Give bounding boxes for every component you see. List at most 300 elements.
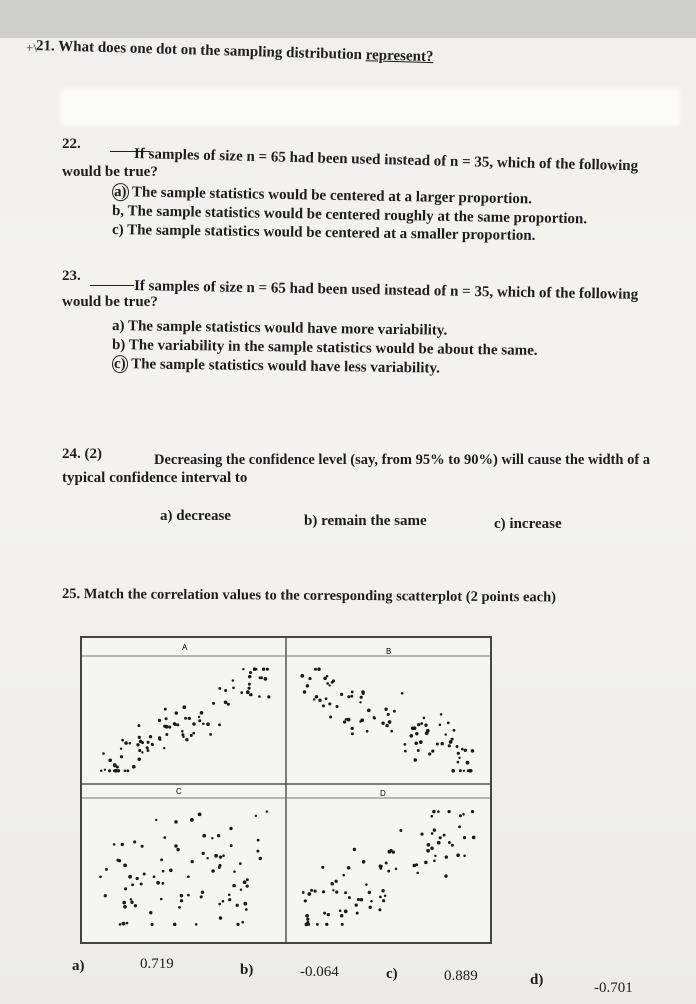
- scatter-point-b: [351, 690, 354, 693]
- scatter-point-c: [176, 848, 179, 851]
- scatter-point-c: [126, 922, 129, 925]
- scatter-point-a: [102, 752, 105, 755]
- blurred-answer-region: [60, 88, 680, 126]
- choice-d-letter: d): [530, 972, 544, 988]
- scatter-point-d: [463, 836, 466, 839]
- scatter-point-a: [209, 733, 212, 736]
- q21-tail: represent?: [365, 47, 434, 66]
- scatter-point-d: [334, 880, 337, 883]
- scatter-point-b: [457, 752, 460, 755]
- scatter-point-b: [448, 744, 451, 747]
- scatter-point-d: [314, 890, 317, 893]
- q22-option-b-text: The sample statistics would be centered roughly at the same proportion.: [127, 203, 588, 228]
- scatter-point-a: [138, 736, 141, 739]
- scatter-point-d: [463, 855, 466, 858]
- choice-b-letter: b): [240, 962, 254, 978]
- scatter-point-c: [130, 901, 133, 904]
- scatter-point-b: [345, 718, 348, 721]
- scatter-point-b: [404, 743, 407, 746]
- scatter-point-b: [451, 738, 454, 741]
- scatter-point-a: [163, 747, 165, 749]
- scatter-point-d: [458, 825, 461, 828]
- scatter-point-c: [130, 898, 133, 901]
- scatter-point-d: [342, 874, 345, 877]
- scatter-point-a: [248, 687, 251, 690]
- scatter-point-d: [392, 850, 395, 853]
- scatter-point-c: [200, 895, 203, 898]
- scatter-point-c: [236, 923, 239, 926]
- scatter-point-a: [218, 723, 221, 726]
- scatter-point-b: [424, 724, 427, 727]
- q22-option-c-text: The sample statistics would be centered at a smaller proportion.: [127, 222, 536, 244]
- scatter-point-c: [123, 864, 127, 868]
- scatter-point-a: [100, 770, 103, 773]
- scatter-point-b: [360, 718, 364, 722]
- scatter-point-d: [424, 861, 428, 865]
- scatter-point-a: [267, 695, 270, 698]
- scatter-point-a: [104, 769, 106, 771]
- scatter-point-a: [146, 746, 149, 749]
- scatter-point-c: [136, 877, 139, 880]
- scatter-point-a: [232, 687, 235, 690]
- scatter-point-b: [381, 721, 384, 724]
- q24-option-a-text: decrease: [176, 508, 231, 524]
- scatter-point-b: [457, 761, 460, 764]
- q22-option-a-letter: a): [112, 183, 129, 201]
- scatter-point-b: [458, 757, 460, 759]
- q22-option-a-text: The sample statistics would be centered at a larger proportion.: [131, 184, 533, 208]
- scatter-point-d: [426, 849, 430, 853]
- choice-a-letter: a): [72, 958, 85, 974]
- scatter-point-a: [259, 676, 262, 679]
- scatter-point-a: [158, 736, 161, 739]
- scatter-point-a: [121, 739, 124, 742]
- scatter-point-a: [249, 694, 251, 696]
- scatter-point-b: [471, 749, 475, 753]
- scatter-point-a: [192, 722, 196, 726]
- scatter-point-c: [124, 887, 127, 890]
- scatter-point-d: [395, 868, 398, 871]
- scatter-point-b: [470, 769, 473, 772]
- scatter-point-a: [147, 749, 150, 752]
- scatter-point-a: [198, 719, 201, 722]
- scatter-point-a: [141, 751, 143, 753]
- scatter-point-b: [466, 761, 470, 765]
- scatter-point-b: [409, 734, 413, 738]
- scatter-point-a: [264, 677, 268, 681]
- choice-d-value: -0.701: [594, 980, 633, 996]
- scatter-point-c: [113, 843, 116, 846]
- scatter-point-d: [310, 889, 313, 892]
- scatter-point-a: [164, 708, 167, 711]
- scatter-point-c: [162, 882, 165, 885]
- scatter-point-a: [184, 717, 187, 720]
- scatter-point-a: [165, 733, 168, 736]
- scatter-point-b: [359, 701, 361, 703]
- scatter-point-c: [241, 921, 244, 924]
- scatter-point-b: [340, 693, 343, 696]
- scatter-point-a: [248, 683, 251, 686]
- scatter-point-a: [242, 668, 244, 670]
- scatter-point-b: [420, 722, 423, 725]
- scatter-point-b: [367, 708, 371, 712]
- scatter-point-c: [105, 868, 108, 871]
- scatter-point-a: [108, 758, 112, 762]
- scatter-point-c: [180, 899, 183, 902]
- scatter-point-a: [200, 711, 204, 715]
- q25-title: 25. Match the correlation values to the corresponding scatterplot (2 points each): [61, 586, 557, 606]
- scatter-point-d: [332, 889, 334, 891]
- scatter-point-d: [385, 862, 388, 865]
- scatter-point-c: [153, 875, 156, 878]
- scatter-point-c: [174, 844, 178, 848]
- scatter-point-d: [321, 866, 324, 869]
- scatter-point-a: [188, 717, 191, 720]
- scatter-point-b: [393, 710, 396, 713]
- scatter-point-a: [120, 747, 122, 749]
- scatter-point-b: [322, 704, 325, 707]
- scatter-point-d: [445, 855, 448, 858]
- scatter-point-c: [104, 894, 107, 897]
- scatter-point-a: [124, 770, 127, 773]
- scatter-point-d: [399, 829, 402, 832]
- scatter-point-d: [379, 867, 382, 870]
- scatter-point-c: [256, 850, 259, 853]
- scatter-point-d: [416, 872, 419, 875]
- scatter-point-c: [133, 840, 136, 843]
- scatter-point-d: [427, 843, 431, 847]
- choice-b-value: -0.064: [300, 964, 339, 980]
- scatter-point-a: [132, 765, 136, 769]
- choice-c-value: 0.889: [444, 968, 478, 984]
- q23-option-c-letter: c): [112, 355, 128, 373]
- scatter-point-b: [404, 750, 407, 753]
- q24-number: 24. (2): [62, 446, 102, 462]
- scatter-point-c: [116, 859, 119, 862]
- scatter-point-b: [390, 730, 393, 733]
- scatter-point-d: [323, 912, 326, 915]
- scatter-point-c: [151, 923, 154, 926]
- choice-a-value: 0.719: [140, 956, 174, 972]
- scatter-point-b: [326, 675, 329, 678]
- scatter-point-d: [432, 810, 435, 813]
- scatter-point-d: [353, 848, 356, 851]
- scatter-point-c: [155, 819, 157, 821]
- q23-option-a-text: The sample statistics would have more variability.: [127, 318, 448, 339]
- scatter-point-d: [365, 883, 368, 886]
- scatter-point-a: [108, 769, 111, 772]
- scatter-point-a: [218, 687, 221, 690]
- scatter-point-b: [451, 769, 455, 773]
- scatter-point-b: [444, 733, 446, 735]
- scatter-point-a: [190, 734, 193, 737]
- scatter-point-c: [131, 883, 134, 886]
- scatter-point-d: [360, 898, 363, 901]
- scatter-point-a: [262, 668, 265, 671]
- scatter-point-d: [341, 923, 344, 926]
- scatter-point-c: [187, 875, 190, 878]
- scatter-point-c: [163, 836, 166, 839]
- scatter-point-a: [202, 723, 205, 726]
- scatter-point-b: [419, 740, 423, 744]
- scatter-point-b: [360, 696, 363, 699]
- scatter-point-c: [195, 923, 198, 926]
- scatter-point-c: [187, 894, 190, 897]
- scatter-point-d: [344, 910, 348, 914]
- scatter-point-b: [440, 713, 443, 716]
- q24-option-a[interactable]: [160, 508, 231, 525]
- scatter-point-b: [464, 749, 467, 752]
- scatter-point-b: [326, 682, 329, 685]
- scatter-point-c: [219, 916, 223, 920]
- scatter-point-c: [246, 884, 249, 887]
- scatter-point-d: [379, 896, 382, 899]
- scatter-point-c: [228, 894, 231, 897]
- scatter-point-c: [160, 898, 163, 901]
- scatter-point-a: [212, 702, 215, 705]
- scatter-point-c: [257, 839, 260, 842]
- scatter-point-d: [302, 891, 305, 894]
- scatter-point-b: [385, 724, 388, 727]
- scatter-point-a: [246, 690, 250, 694]
- scatter-point-c: [169, 868, 173, 872]
- scatter-point-d: [431, 832, 434, 835]
- scatter-point-b: [431, 750, 434, 753]
- q23-answer-blank[interactable]: [90, 284, 134, 286]
- scatter-point-c: [173, 923, 177, 927]
- scatter-point-c: [214, 854, 218, 858]
- scatter-point-b: [461, 748, 464, 751]
- scatter-point-a: [173, 722, 176, 725]
- scatter-point-d: [355, 903, 358, 906]
- scatter-point-a: [165, 717, 168, 720]
- scatter-point-a: [168, 726, 171, 729]
- scatter-point-d: [357, 898, 360, 901]
- scatter-point-c: [160, 858, 163, 861]
- scatter-point-a: [192, 732, 195, 735]
- scatter-point-a: [120, 755, 123, 758]
- scatter-point-c: [122, 901, 126, 905]
- scatter-point-d: [305, 923, 309, 927]
- scatter-point-c: [246, 878, 249, 881]
- scatter-point-b: [313, 698, 315, 700]
- margin-mark: +\: [26, 40, 37, 55]
- scatter-point-b: [351, 727, 354, 730]
- scatter-point-d: [356, 912, 359, 915]
- scatter-point-c: [178, 906, 181, 909]
- scatter-point-c: [134, 904, 137, 907]
- scatter-point-a: [138, 758, 141, 761]
- scatter-point-b: [449, 740, 453, 744]
- scatter-point-b: [300, 674, 304, 678]
- scatter-point-b: [428, 752, 431, 755]
- scatter-point-d: [307, 892, 311, 896]
- scatter-point-c: [255, 815, 257, 817]
- scatter-point-a: [224, 701, 228, 705]
- scatter-point-d: [434, 855, 436, 857]
- scatter-point-d: [381, 889, 384, 892]
- scatter-point-a: [163, 725, 166, 728]
- scatter-point-b: [453, 729, 456, 732]
- scatter-point-b: [417, 723, 420, 726]
- q24-option-b-text: remain the same: [321, 513, 427, 529]
- scatter-point-a: [255, 668, 258, 671]
- scatter-point-d: [439, 836, 442, 839]
- scatter-point-d: [443, 834, 446, 837]
- scatter-point-a: [182, 705, 186, 709]
- scatter-point-c: [266, 810, 268, 812]
- scatter-point-c: [218, 866, 221, 869]
- q24-option-c-text: increase: [509, 516, 562, 532]
- scatter-point-a: [240, 691, 243, 694]
- scatter-point-b: [318, 699, 321, 702]
- panel-label-d: D: [380, 789, 386, 798]
- scatter-point-d: [368, 891, 371, 894]
- q23-option-b-letter: b): [111, 337, 126, 354]
- scatter-point-b: [440, 742, 443, 745]
- scatter-point-d: [325, 923, 328, 926]
- q21-number: 21.: [35, 38, 55, 55]
- q24-option-c[interactable]: [494, 516, 562, 533]
- scatter-point-b: [343, 720, 346, 723]
- q22-line1: If samples of size n = 65 had been used instead of n = 35, which of the following: [133, 146, 639, 175]
- q23-line1: If samples of size n = 65 had been used instead of n = 35, which of the following: [133, 278, 639, 303]
- scatter-point-d: [306, 918, 309, 921]
- scatter-point-d: [344, 891, 347, 894]
- scatter-point-d: [415, 864, 418, 867]
- scatter-point-c: [219, 855, 222, 858]
- scatter-point-b: [332, 679, 335, 682]
- scatter-point-a: [182, 736, 184, 738]
- scatter-point-c: [141, 845, 144, 848]
- scatter-point-b: [366, 730, 369, 733]
- scatter-point-d: [340, 914, 344, 918]
- scatter-point-c: [217, 834, 220, 837]
- scatter-point-a: [232, 679, 235, 682]
- scatter-point-b: [414, 758, 417, 761]
- scatter-point-c: [232, 884, 236, 888]
- panel-label-a: A: [182, 643, 188, 652]
- scatter-point-b: [308, 677, 311, 680]
- scatter-point-a: [158, 719, 161, 722]
- scatter-point-a: [114, 769, 118, 773]
- scatter-point-d: [330, 882, 334, 886]
- scatter-point-d: [378, 908, 381, 911]
- scatter-point-c: [128, 875, 132, 879]
- scatter-point-c: [245, 908, 248, 911]
- scatter-point-c: [198, 813, 202, 817]
- scatter-point-b: [325, 697, 328, 700]
- scatter-point-c: [218, 903, 221, 906]
- q22-option-b-letter: b,: [111, 203, 125, 220]
- scatter-point-d: [335, 890, 338, 893]
- panel-label-c: C: [176, 787, 182, 796]
- scatter-point-b: [439, 724, 442, 727]
- scatter-point-c: [243, 902, 247, 906]
- scatter-point-c: [211, 837, 213, 839]
- scatter-point-a: [129, 742, 132, 745]
- scatter-point-b: [351, 732, 354, 735]
- q24-line1: Decreasing the confidence level (say, from 95% to 90%) will cause the width of a: [154, 452, 651, 468]
- q23-option-b-text: The variability in the sample statistics would be about the same.: [128, 337, 538, 359]
- q21-text: What does one dot on the sampling distribution: [58, 38, 363, 64]
- scatter-point-a: [149, 735, 152, 738]
- scatter-point-c: [149, 911, 152, 914]
- scatter-point-b: [384, 707, 387, 710]
- scatter-point-d: [370, 900, 373, 903]
- scatter-point-c: [180, 894, 183, 897]
- scatter-point-d: [347, 866, 351, 870]
- scatter-point-c: [201, 891, 204, 894]
- scatter-point-b: [459, 769, 462, 772]
- scatter-point-b: [315, 695, 319, 699]
- scatter-point-a: [181, 730, 184, 733]
- scatter-point-c: [156, 881, 160, 885]
- scatter-point-b: [350, 695, 353, 698]
- scatter-point-b: [401, 692, 404, 695]
- scatter-point-c: [99, 875, 102, 878]
- scatter-point-d: [305, 914, 309, 918]
- scatter-point-c: [162, 870, 165, 873]
- scatter-point-c: [140, 882, 143, 885]
- scatter-point-b: [328, 702, 331, 705]
- scatterplot-grid: [80, 636, 492, 944]
- photo-background-strip: [0, 0, 696, 38]
- scatter-point-b: [447, 722, 450, 725]
- q22-number: 22.: [62, 136, 81, 152]
- scatter-point-b: [456, 745, 459, 748]
- scatter-point-c: [233, 870, 236, 873]
- scatter-point-d: [472, 836, 476, 840]
- scatter-point-d: [316, 923, 319, 926]
- scatter-point-d: [447, 810, 450, 813]
- scatter-point-d: [430, 847, 434, 851]
- scatter-point-b: [387, 713, 390, 716]
- scatter-point-d: [431, 815, 434, 818]
- scatter-point-a: [175, 711, 178, 714]
- scatter-point-b: [467, 769, 470, 772]
- scatter-point-d: [451, 844, 454, 847]
- scatter-point-a: [185, 738, 188, 741]
- scatter-point-c: [259, 857, 262, 860]
- scatter-point-b: [425, 731, 429, 735]
- scatter-point-d: [327, 913, 330, 916]
- q22-line2: would be true?: [62, 164, 158, 180]
- q23-option-a-letter: a): [111, 318, 125, 335]
- scatter-point-d: [387, 870, 390, 873]
- scatter-point-b: [415, 732, 418, 735]
- scatter-point-a: [227, 703, 230, 706]
- scatter-point-d: [322, 890, 325, 893]
- scatter-point-d: [471, 810, 474, 813]
- scatter-point-a: [198, 716, 200, 718]
- q23-option-c-text: The sample statistics would have less variability.: [131, 356, 441, 377]
- scatter-point-b: [306, 684, 309, 687]
- scatter-point-c: [230, 844, 233, 847]
- scatter-point-c: [228, 898, 231, 901]
- scatter-point-d: [437, 810, 440, 813]
- scatter-point-b: [329, 715, 332, 718]
- scatter-point-b: [414, 741, 418, 745]
- scatter-point-b: [423, 717, 426, 720]
- scatter-point-c: [243, 880, 247, 884]
- q24-option-b[interactable]: [304, 513, 427, 530]
- scatter-point-a: [151, 743, 154, 746]
- q24-option-b-letter: b): [304, 513, 318, 529]
- scatter-points: [99, 667, 475, 926]
- scatter-point-c: [190, 818, 194, 822]
- scatter-point-b: [463, 770, 465, 772]
